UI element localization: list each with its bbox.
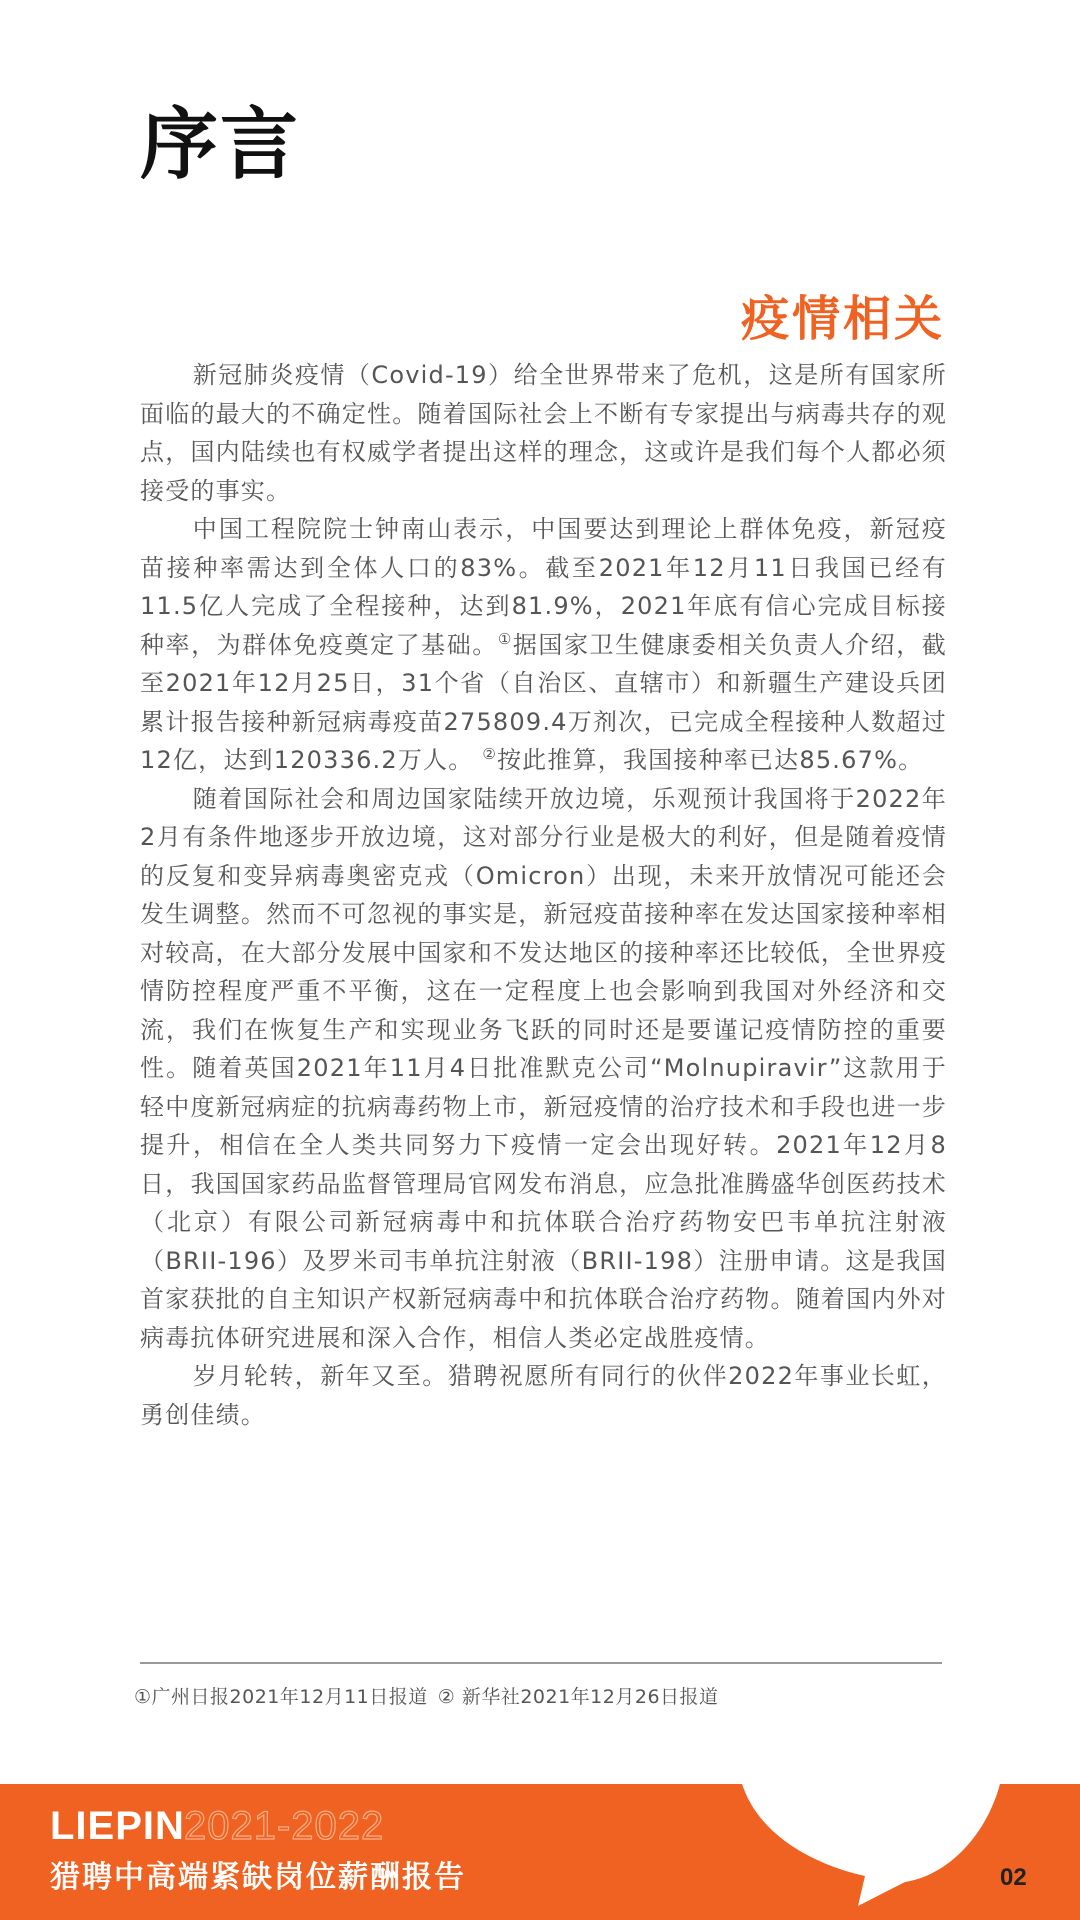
page-title: 序言	[140, 100, 301, 190]
report-title: 猎聘中高端紧缺岗位薪酬报告	[50, 1860, 466, 1895]
paragraph-2-text-b: 据国家卫生健康委相关负责人介绍，截至2021年12月25日，31个省（自治区、直辖市）和新疆生产建设兵团累计报告接种新冠病毒疫苗275809.4万剂次，已完成全程接种人数超过12亿，达到120336.2万人。	[140, 630, 947, 774]
paragraph-2-text-c: 按此推算，我国接种率已达85.67%。	[496, 746, 924, 774]
article-body	[140, 356, 947, 1434]
footnotes	[134, 1682, 719, 1709]
footnote-1: ①广州日报2021年12月11日报道	[134, 1686, 428, 1708]
footnote-divider	[140, 1662, 942, 1664]
footer-banner	[0, 1784, 1080, 1920]
paragraph-4: 岁月轮转，新年又至。猎聘祝愿所有同行的伙伴2022年事业长虹，勇创佳绩。	[140, 1362, 947, 1429]
footnote-2: ② 新华社2021年12月26日报道	[437, 1686, 719, 1708]
paragraph-2-text-a: 中国工程院院士钟南山表示，中国要达到理论上群体免疫，新冠疫苗接种率需达到全体人口的83%。截至2021年12月11日我国已经有11.5亿人完成了全程接种，达到81.9%，2021年底有信心完成目标接种率，为群体免疫奠定了基础。	[140, 515, 947, 659]
brand-logo-text: LIEPIN	[50, 1804, 185, 1848]
paragraph-3: 随着国际社会和周边国家陆续开放边境，乐观预计我国将于2022年2月有条件地逐步开放边境，这对部分行业是极大的利好，但是随着疫情的反复和变异病毒奥密克戎（Omicron）出现，未来开放情况可能还会发生调整。然而不可忽视的事实是，新冠疫苗接种率在发达国家接种率相对较高，在大部分发展中国家和不发达地区的接种率还比较低，全世界疫情防控程度严重不平衡，这在一定程度上也会影响到我国对外经济和交流，我们在恢复生产和实现业务飞跃的同时还是要谨记疫情防控的重要性。随着英国2021年11月4日批准默克公司“Molnupiravir”这款用于轻中度新冠病症的抗病毒药物上市，新冠疫情的治疗技术和手段也进一步提升，相信在全人类共同努力下疫情一定会出现好转。2021年12月8日，我国国家药品监督管理局官网发布消息，应急批准腾盛华创医药技术（北京）有限公司新冠病毒中和抗体联合治疗药物安巴韦单抗注射液（BRII-196）及罗米司韦单抗注射液（BRII-198）注册申请。这是我国首家获批的自主知识产权新冠病毒中和抗体联合治疗药物。随着国内外对病毒抗体研究进展和深入合作，相信人类必定战胜疫情。	[140, 784, 947, 1352]
footnote-marker-1[interactable]: ①	[497, 629, 513, 648]
footnote-marker-2[interactable]: ②	[482, 745, 497, 763]
paragraph-2	[140, 510, 947, 780]
brand-years: 2021-2022	[184, 1804, 385, 1848]
section-title: 疫情相关	[740, 291, 945, 347]
paragraph-1: 新冠肺炎疫情（Covid-19）给全世界带来了危机，这是所有国家所面临的最大的不确定性。随着国际社会上不断有专家提出与病毒共存的观点，国内陆续也有权威学者提出这样的理念，这或许是我们每个人都必须接受的事实。	[140, 361, 947, 505]
page-number: 02	[1000, 1864, 1027, 1891]
